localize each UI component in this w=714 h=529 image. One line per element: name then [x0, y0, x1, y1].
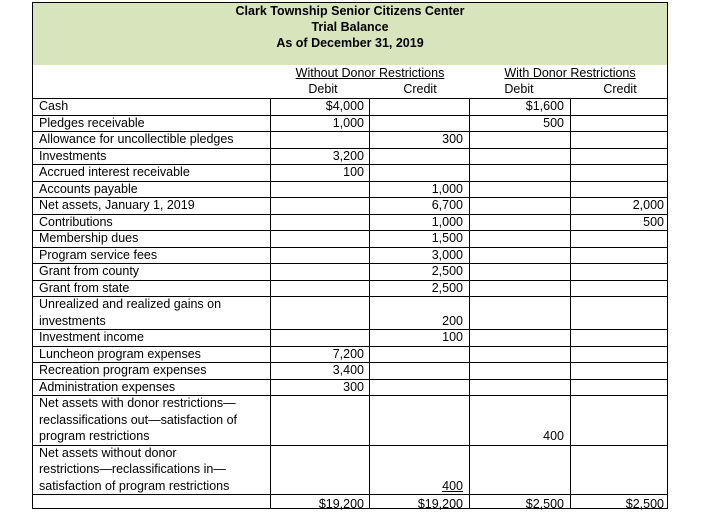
without-credit-value: 300 — [442, 132, 463, 146]
account-label: investments — [39, 313, 106, 328]
account-label: Net assets, January 1, 2019 — [39, 198, 195, 212]
account-label: Membership dues — [39, 231, 139, 245]
with-credit-value: 500 — [643, 214, 664, 229]
totals-rule — [33, 494, 667, 495]
column-divider — [469, 98, 470, 508]
without-credit-value: 2,500 — [431, 280, 463, 295]
account-label: Grant from county — [39, 264, 140, 278]
without-debit-value: 1,000 — [332, 115, 364, 130]
report-date: As of December 31, 2019 — [276, 36, 424, 50]
with-debit-heading: Debit — [504, 82, 534, 96]
account-label: Program service fees — [39, 247, 158, 262]
without-debit-total: $19,200 — [318, 497, 364, 511]
column-divider — [369, 98, 370, 508]
column-divider — [270, 98, 271, 508]
without-debit-value: 3,200 — [332, 148, 364, 163]
without-credit-total: $19,200 — [417, 497, 463, 511]
account-label: Cash — [39, 99, 69, 113]
with-restrictions-heading: With Donor Restrictions — [504, 66, 636, 80]
without-debit-value: 3,400 — [332, 363, 364, 377]
without-debit-value: 300 — [343, 379, 364, 394]
with-debit-value: $1,600 — [525, 99, 564, 113]
account-label: Allowance for uncollectible pledges — [39, 132, 234, 146]
without-credit-value: 400 — [442, 478, 463, 493]
without-credit-value: 2,500 — [431, 264, 463, 278]
account-label: Accrued interest receivable — [39, 165, 190, 179]
account-label: Grant from state — [39, 280, 130, 295]
without-credit-value: 100 — [442, 330, 463, 344]
report-title: Trial Balance — [311, 20, 389, 34]
without-debit-value: $4,000 — [325, 99, 364, 113]
account-label: Investments — [39, 148, 107, 163]
account-label: Accounts payable — [39, 181, 138, 196]
without-credit-value: 6,700 — [431, 198, 463, 212]
account-label: Administration expenses — [39, 379, 176, 394]
with-credit-heading: Credit — [603, 82, 637, 96]
without-credit-value: 200 — [442, 313, 463, 328]
with-debit-value: 500 — [543, 115, 564, 130]
account-label: Net assets without donor — [39, 445, 177, 460]
without-debit-value: 7,200 — [332, 346, 364, 361]
account-label: Unrealized and realized gains on — [39, 297, 222, 311]
without-credit-value: 1,500 — [431, 231, 463, 245]
trial-balance-sheet — [32, 2, 668, 509]
account-label: Pledges receivable — [39, 115, 145, 130]
with-credit-value: 2,000 — [632, 198, 664, 212]
account-label: Investment income — [39, 330, 144, 344]
without-credit-value: 3,000 — [431, 247, 463, 262]
account-label: Recreation program expenses — [39, 363, 207, 377]
account-label: Luncheon program expenses — [39, 346, 201, 361]
without-credit-value: 1,000 — [431, 214, 463, 229]
account-label: restrictions—reclassifications in— — [39, 462, 226, 476]
column-divider — [570, 98, 571, 508]
with-debit-total: $2,500 — [525, 497, 564, 511]
account-label: Net assets with donor restrictions— — [39, 396, 236, 410]
account-label: satisfaction of program restrictions — [39, 478, 230, 493]
without-debit-heading: Debit — [308, 82, 338, 96]
with-credit-total: $2,500 — [625, 497, 664, 511]
account-label: program restrictions — [39, 429, 150, 443]
without-debit-value: 100 — [343, 165, 364, 179]
org-title: Clark Township Senior Citizens Center — [235, 4, 465, 18]
without-credit-value: 1,000 — [431, 181, 463, 196]
with-debit-value: 400 — [543, 429, 564, 443]
account-label: reclassifications out—satisfaction of — [39, 412, 238, 427]
without-restrictions-heading: Without Donor Restrictions — [295, 66, 445, 80]
without-credit-heading: Credit — [403, 82, 437, 96]
account-label: Contributions — [39, 214, 113, 229]
